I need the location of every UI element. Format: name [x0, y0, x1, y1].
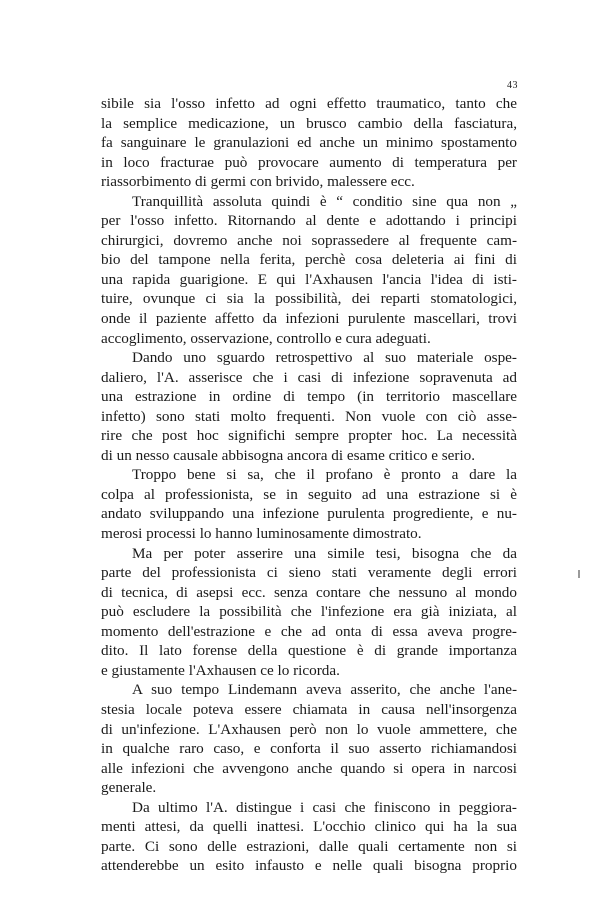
text-line: chirurgici, dovremo anche noi soprassedere al frequente cam-: [101, 231, 517, 249]
text-line: la semplice medicazione, un brusco cambio della fasciatura,: [101, 114, 517, 132]
text-line: di un nesso causale abbisogna ancora di esame critico e serio.: [101, 446, 476, 464]
text-line: in qualche raro caso, e conforta il suo asserto richiamandosi: [101, 740, 517, 758]
text-line: onde il paziente affetto da infezioni purulente mascellari, trovi: [101, 310, 517, 328]
text-line: dito. Il lato forense della questione è di grande importanza: [101, 642, 517, 660]
text-line: attenderebbe un esito infausto e nelle quali bisogna proprio: [101, 857, 517, 875]
text-line: può escludere la possibilità che l'infezione era già iniziata, al: [101, 603, 517, 621]
text-line: daliero, l'A. asserisce che i casi di infezione sopravenuta ad: [101, 368, 517, 386]
text-line: di tecnica, di asepsi ecc. senza contare che nessuno al mondo: [101, 583, 517, 601]
text-line: accoglimento, osservazione, controllo e cura adeguati.: [101, 329, 431, 347]
text-line: riassorbimento di germi con brivido, malessere ecc.: [101, 173, 415, 191]
text-line: infetto) sono stati molto frequenti. Non vuole con ciò asse-: [101, 407, 517, 425]
text-line: in loco fracturae può provocare aumento di temperatura per: [101, 153, 517, 171]
text-line: generale.: [101, 779, 157, 797]
text-line: alle infezioni che avvengono anche quando si opera in narcosi: [101, 759, 517, 777]
text-line: andato sviluppando una infezione purulenta progrediente, e nu-: [101, 505, 517, 523]
text-line: stesia locale poteva essere chiamata in causa nell'insorgenza: [101, 700, 517, 718]
body-text: [101, 94, 517, 876]
text-line: di un'infezione. L'Axhausen però non lo vuole ammettere, che: [101, 720, 517, 738]
text-line: momento dell'estrazione e che ad onta di essa aveva progre-: [101, 622, 517, 640]
text-line: e giustamente l'Axhausen ce lo ricorda.: [101, 661, 340, 679]
margin-mark: [578, 570, 580, 578]
text-line: fa sanguinare le granulazioni ed anche un minimo spostamento: [101, 134, 517, 152]
text-line: menti attesi, da quelli inattesi. L'occhio clinico qui ha la sua: [101, 818, 517, 836]
text-line: tuire, ovunque ci sia la possibilità, dei reparti stomatologici,: [101, 290, 517, 308]
text-line: merosi processi lo hanno luminosamente dimostrato.: [101, 525, 422, 543]
text-line: sibile sia l'osso infetto ad ogni effetto traumatico, tanto che: [101, 95, 517, 112]
text-line: Ma per poter asserire una simile tesi, bisogna che da: [132, 544, 517, 562]
text-line: rire che post hoc significhi sempre propter hoc. La necessità: [101, 427, 517, 445]
text-line: Dando uno sguardo retrospettivo al suo materiale ospe-: [132, 349, 517, 367]
text-line: A suo tempo Lindemann aveva asserito, che anche l'ane-: [132, 681, 517, 699]
text-line: una estrazione in ordine di tempo (in territorio mascellare: [101, 388, 517, 406]
text-line: bio del tampone nella ferita, perchè cosa deleteria ai fini di: [101, 251, 517, 269]
text-line: Da ultimo l'A. distingue i casi che finiscono in peggiora-: [132, 798, 517, 816]
text-line: colpa al professionista, se in seguito ad una estrazione si è: [101, 485, 517, 503]
page-number: 43: [507, 80, 518, 91]
text-line: parte del professionista ci sieno stati veramente degli errori: [101, 564, 517, 582]
text-line: parte. Ci sono delle estrazioni, dalle quali certamente non si: [101, 837, 517, 855]
text-line: una rapida guarigione. E qui l'Axhausen l'ancia l'idea di isti-: [101, 270, 517, 288]
text-line: Tranquillità assoluta quindi è “ conditio sine qua non „: [132, 192, 517, 210]
text-line: Troppo bene si sa, che il profano è pronto a dare la: [132, 466, 517, 484]
text-line: per l'osso infetto. Ritornando al dente e adottando i principi: [101, 212, 517, 230]
